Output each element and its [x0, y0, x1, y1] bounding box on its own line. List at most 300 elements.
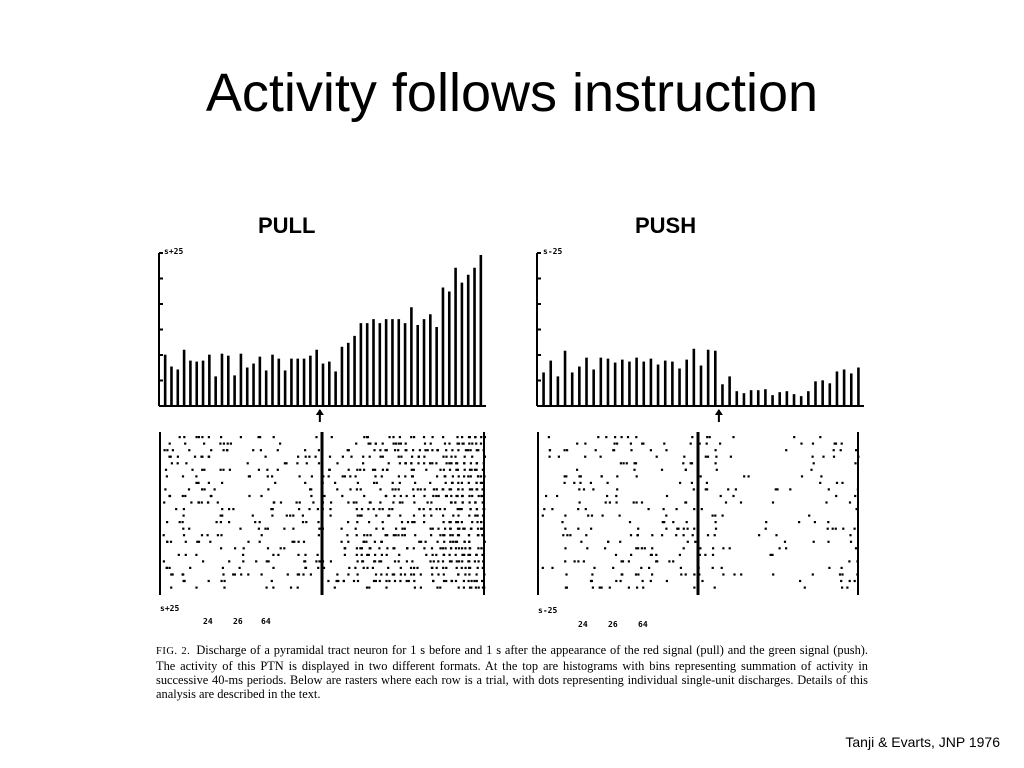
pull-spike-dot: [359, 515, 361, 517]
pull-spike-dot: [179, 436, 181, 438]
pull-spike-dot: [318, 449, 320, 451]
push-spike-dot: [827, 541, 829, 543]
push-spike-dot: [733, 573, 735, 575]
pull-spike-dot: [381, 475, 383, 477]
pull-spike-dot: [195, 482, 197, 484]
push-spike-dot: [615, 495, 617, 497]
push-spike-dot: [628, 560, 630, 562]
pull-spike-dot: [177, 456, 179, 458]
push-spike-dot: [584, 456, 586, 458]
pull-spike-dot: [451, 482, 453, 484]
pull-spike-dot: [336, 580, 338, 582]
push-spike-dot: [827, 528, 829, 530]
pull-spike-dot: [258, 528, 260, 530]
pull-spike-dot: [318, 462, 320, 464]
pull-spike-dot: [201, 436, 203, 438]
pull-histogram: [159, 253, 486, 422]
push-spike-dot: [626, 462, 628, 464]
push-spike-dot: [789, 488, 791, 490]
pull-spike-dot: [455, 547, 457, 549]
pull-spike-dot: [308, 508, 310, 510]
pull-spike-dot: [183, 580, 185, 582]
pull-spike-dot: [168, 495, 170, 497]
pull-spike-dot: [254, 521, 256, 523]
pull-spike-dot: [188, 449, 190, 451]
pull-spike-dot: [437, 541, 439, 543]
pull-spike-dot: [336, 462, 338, 464]
pull-spike-dot: [348, 567, 350, 569]
pull-spike-dot: [228, 521, 230, 523]
pull-spike-dot: [450, 528, 452, 530]
pull-spike-dot: [410, 573, 412, 575]
pull-spike-dot: [388, 462, 390, 464]
pull-spike-dot: [413, 580, 415, 582]
pull-spike-dot: [461, 547, 463, 549]
push-spike-dot: [619, 541, 621, 543]
pull-spike-dot: [267, 488, 269, 490]
pull-spike-dot: [484, 541, 486, 543]
pull-spike-dot: [439, 587, 441, 589]
pull-spike-dot: [327, 580, 329, 582]
pull-spike-dot: [480, 521, 482, 523]
pull-spike-dot: [363, 541, 365, 543]
pull-spike-dot: [429, 482, 431, 484]
pull-spike-dot: [476, 449, 478, 451]
pull-spike-dot: [461, 560, 463, 562]
pull-spike-dot: [457, 449, 459, 451]
pull-spike-dot: [379, 449, 381, 451]
pull-spike-dot: [258, 436, 260, 438]
pull-spike-dot: [261, 573, 263, 575]
pull-spike-dot: [220, 515, 222, 517]
pull-spike-dot: [459, 508, 461, 510]
push-spike-dot: [758, 534, 760, 536]
pull-spike-dot: [382, 508, 384, 510]
pull-spike-dot: [408, 580, 410, 582]
pull-spike-dot: [220, 469, 222, 471]
push-spike-dot: [577, 560, 579, 562]
pull-spike-dot: [444, 443, 446, 445]
pull-spike-dot: [347, 501, 349, 503]
pull-spike-dot: [482, 469, 484, 471]
pull-spike-dot: [239, 528, 241, 530]
pull-spike-dot: [297, 456, 299, 458]
push-spike-dot: [832, 528, 834, 530]
push-spike-dot: [564, 528, 566, 530]
pull-spike-dot: [427, 449, 429, 451]
push-spike-dot: [693, 488, 695, 490]
pull-spike-dot: [448, 462, 450, 464]
pull-spike-dot: [449, 469, 451, 471]
push-spike-dot: [748, 475, 750, 477]
push-spike-dot: [730, 456, 732, 458]
pull-spike-dot: [356, 534, 358, 536]
push-spike-dot: [549, 456, 551, 458]
pull-spike-dot: [232, 508, 234, 510]
pull-spike-dot: [267, 528, 269, 530]
pull-spike-dot: [451, 580, 453, 582]
pull-spike-dot: [354, 567, 356, 569]
pull-spike-dot: [475, 443, 477, 445]
pull-spike-dot: [397, 449, 399, 451]
pull-spike-dot: [433, 488, 435, 490]
pull-spike-dot: [420, 573, 422, 575]
pull-spike-dot: [191, 469, 193, 471]
pull-spike-dot: [465, 449, 467, 451]
pull-spike-dot: [458, 560, 460, 562]
push-spike-dot: [665, 449, 667, 451]
push-spike-dot: [699, 547, 701, 549]
pull-spike-dot: [228, 508, 230, 510]
pull-spike-dot: [163, 501, 165, 503]
pull-spike-dot: [462, 501, 464, 503]
pull-spike-dot: [334, 482, 336, 484]
push-spike-dot: [629, 521, 631, 523]
pull-spike-dot: [355, 443, 357, 445]
push-spike-dot: [556, 495, 558, 497]
pull-scale-label: s+25: [164, 247, 184, 256]
push-spike-dot: [712, 567, 714, 569]
push-spike-dot: [820, 475, 822, 477]
pull-spike-dot: [323, 567, 325, 569]
push-spike-dot: [604, 547, 606, 549]
pull-spike-dot: [448, 443, 450, 445]
pull-spike-dot: [439, 547, 441, 549]
pull-spike-dot: [398, 456, 400, 458]
pull-spike-dot: [184, 495, 186, 497]
push-spike-dot: [606, 495, 608, 497]
push-spike-dot: [642, 580, 644, 582]
push-spike-dot: [665, 515, 667, 517]
pull-spike-dot: [443, 573, 445, 575]
pull-spike-dot: [418, 456, 420, 458]
push-spike-dot: [856, 573, 858, 575]
push-spike-dot: [679, 482, 681, 484]
push-spike-dot: [846, 587, 848, 589]
pull-spike-dot: [299, 501, 301, 503]
push-spike-dot: [683, 456, 685, 458]
push-spike-dot: [825, 501, 827, 503]
pull-spike-dot: [471, 456, 473, 458]
push-spike-dot: [686, 521, 688, 523]
push-spike-dot: [685, 573, 687, 575]
pull-spike-dot: [363, 534, 365, 536]
push-spike-dot: [725, 501, 727, 503]
push-time-mark-3: 64: [638, 620, 648, 629]
pull-spike-dot: [404, 573, 406, 575]
pull-spike-dot: [410, 567, 412, 569]
pull-spike-dot: [449, 554, 451, 556]
pull-spike-dot: [362, 462, 364, 464]
push-spike-dot: [784, 541, 786, 543]
pull-spike-dot: [372, 469, 374, 471]
pull-spike-dot: [310, 495, 312, 497]
pull-spike-dot: [461, 567, 463, 569]
pull-spike-dot: [305, 521, 307, 523]
pull-spike-dot: [261, 534, 263, 536]
citation: Tanji & Evarts, JNP 1976: [845, 734, 1000, 750]
pull-spike-dot: [210, 449, 212, 451]
pull-spike-dot: [221, 580, 223, 582]
pull-spike-dot: [438, 495, 440, 497]
push-spike-dot: [771, 554, 773, 556]
push-spike-dot: [808, 515, 810, 517]
pull-spike-dot: [280, 501, 282, 503]
pull-spike-dot: [398, 554, 400, 556]
pull-spike-dot: [431, 547, 433, 549]
pull-spike-dot: [365, 541, 367, 543]
pull-spike-dot: [433, 560, 435, 562]
pull-spike-dot: [470, 528, 472, 530]
pull-spike-dot: [279, 443, 281, 445]
push-spike-dot: [614, 443, 616, 445]
push-spike-dot: [854, 495, 856, 497]
pull-spike-dot: [398, 475, 400, 477]
pull-spike-dot: [443, 469, 445, 471]
pull-spike-dot: [467, 560, 469, 562]
push-spike-dot: [800, 443, 802, 445]
pull-spike-dot: [458, 547, 460, 549]
pull-spike-dot: [369, 501, 371, 503]
push-spike-dot: [666, 580, 668, 582]
push-spike-dot: [765, 521, 767, 523]
pull-spike-dot: [201, 534, 203, 536]
push-spike-dot: [583, 488, 585, 490]
pull-spike-dot: [342, 475, 344, 477]
pull-spike-dot: [468, 534, 470, 536]
pull-spike-dot: [322, 528, 324, 530]
pull-spike-dot: [385, 495, 387, 497]
push-spike-dot: [685, 469, 687, 471]
push-spike-dot: [770, 554, 772, 556]
pull-spike-dot: [474, 469, 476, 471]
pull-spike-dot: [353, 501, 355, 503]
push-spike-dot: [849, 580, 851, 582]
pull-spike-dot: [483, 554, 485, 556]
push-spike-dot: [599, 587, 601, 589]
push-spike-dot: [616, 443, 618, 445]
pull-spike-dot: [188, 488, 190, 490]
pull-spike-dot: [457, 482, 459, 484]
push-spike-dot: [691, 436, 693, 438]
pull-spike-dot: [470, 449, 472, 451]
push-spike-dot: [564, 515, 566, 517]
pull-spike-dot: [382, 456, 384, 458]
pull-spike-dot: [217, 534, 219, 536]
push-spike-dot: [592, 488, 594, 490]
push-spike-dot: [651, 547, 653, 549]
push-spike-dot: [595, 449, 597, 451]
push-spike-dot: [586, 547, 588, 549]
push-spike-dot: [597, 436, 599, 438]
push-spike-dot: [640, 567, 642, 569]
pull-spike-dot: [476, 482, 478, 484]
pull-spike-dot: [430, 534, 432, 536]
pull-spike-dot: [430, 443, 432, 445]
push-spike-dot: [727, 488, 729, 490]
pull-spike-dot: [264, 528, 266, 530]
push-spike-dot: [732, 436, 734, 438]
push-spike-dot: [668, 560, 670, 562]
pull-spike-dot: [432, 580, 434, 582]
push-spike-dot: [812, 573, 814, 575]
pull-spike-dot: [221, 482, 223, 484]
pull-spike-dot: [304, 560, 306, 562]
pull-spike-dot: [207, 534, 209, 536]
push-spike-dot: [584, 443, 586, 445]
pull-spike-dot: [425, 469, 427, 471]
push-spike-dot: [592, 587, 594, 589]
push-spike-dot: [715, 449, 717, 451]
pull-spike-dot: [336, 488, 338, 490]
pull-spike-dot: [229, 469, 231, 471]
pull-spike-dot: [355, 501, 357, 503]
pull-spike-dot: [224, 580, 226, 582]
pull-spike-dot: [452, 515, 454, 517]
pull-spike-dot: [468, 443, 470, 445]
pull-spike-dot: [266, 560, 268, 562]
pull-spike-dot: [330, 501, 332, 503]
pull-spike-dot: [430, 501, 432, 503]
pull-spike-dot: [208, 456, 210, 458]
pull-spike-dot: [457, 488, 459, 490]
pull-spike-dot: [183, 508, 185, 510]
pull-spike-dot: [247, 462, 249, 464]
pull-spike-dot: [374, 541, 376, 543]
pull-spike-dot: [287, 573, 289, 575]
pull-spike-dot: [387, 567, 389, 569]
pull-spike-dot: [347, 573, 349, 575]
pull-spike-dot: [360, 488, 362, 490]
pull-spike-dot: [458, 587, 460, 589]
pull-spike-dot: [456, 560, 458, 562]
push-spike-dot: [601, 475, 603, 477]
caption-label: FIG. 2.: [156, 646, 191, 657]
push-spike-dot: [715, 521, 717, 523]
pull-spike-dot: [431, 567, 433, 569]
pull-spike-dot: [469, 508, 471, 510]
pull-spike-dot: [477, 534, 479, 536]
pull-spike-dot: [382, 469, 384, 471]
pull-spike-dot: [317, 567, 319, 569]
push-spike-dot: [712, 554, 714, 556]
pull-spike-dot: [400, 456, 402, 458]
push-histogram: [537, 253, 864, 422]
pull-spike-dot: [329, 508, 331, 510]
pull-spike-dot: [175, 508, 177, 510]
push-spike-dot: [779, 547, 781, 549]
pull-spike-dot: [386, 547, 388, 549]
pull-spike-dot: [398, 488, 400, 490]
pull-spike-dot: [480, 443, 482, 445]
pull-spike-dot: [240, 436, 242, 438]
pull-spike-dot: [221, 508, 223, 510]
pull-spike-dot: [379, 488, 381, 490]
pull-spike-dot: [476, 488, 478, 490]
pull-spike-dot: [439, 469, 441, 471]
push-spike-dot: [619, 515, 621, 517]
push-spike-dot: [841, 482, 843, 484]
pull-spike-dot: [443, 554, 445, 556]
pull-spike-dot: [392, 501, 394, 503]
pull-spike-dot: [293, 541, 295, 543]
pull-spike-dot: [183, 436, 185, 438]
push-spike-dot: [691, 462, 693, 464]
push-panel-title: PUSH: [635, 213, 697, 238]
pull-spike-dot: [166, 521, 168, 523]
pull-spike-dot: [411, 560, 413, 562]
pull-spike-dot: [410, 436, 412, 438]
push-spike-dot: [722, 547, 724, 549]
push-spike-dot: [855, 449, 857, 451]
pull-spike-dot: [461, 554, 463, 556]
push-spike-dot: [609, 587, 611, 589]
push-spike-dot: [813, 541, 815, 543]
push-spike-dot: [704, 554, 706, 556]
push-spike-dot: [693, 573, 695, 575]
pull-spike-dot: [450, 521, 452, 523]
push-spike-dot: [562, 534, 564, 536]
push-spike-dot: [819, 482, 821, 484]
pull-spike-dot: [398, 443, 400, 445]
pull-spike-dot: [379, 580, 381, 582]
pull-spike-dot: [474, 515, 476, 517]
pull-spike-dot: [443, 521, 445, 523]
pull-spike-dot: [439, 508, 441, 510]
push-spike-dot: [712, 515, 714, 517]
pull-spike-dot: [280, 547, 282, 549]
pull-spike-dot: [214, 488, 216, 490]
push-spike-dot: [542, 567, 544, 569]
push-time-mark-1: 24: [578, 620, 588, 629]
pull-spike-dot: [423, 462, 425, 464]
pull-spike-dot: [463, 580, 465, 582]
pull-spike-dot: [170, 541, 172, 543]
push-spike-dot: [836, 482, 838, 484]
push-spike-dot: [706, 436, 708, 438]
pull-spike-dot: [318, 528, 320, 530]
push-spike-dot: [732, 495, 734, 497]
pull-spike-dot: [464, 456, 466, 458]
push-spike-dot: [682, 462, 684, 464]
pull-spike-dot: [394, 488, 396, 490]
push-spike-dot: [548, 436, 550, 438]
pull-spike-dot: [260, 449, 262, 451]
push-spike-dot: [712, 547, 714, 549]
push-spike-dot: [591, 580, 593, 582]
pull-spike-dot: [449, 534, 451, 536]
pull-time-tag: s+25: [160, 604, 180, 613]
pull-spike-dot: [437, 560, 439, 562]
push-spike-dot: [706, 482, 708, 484]
pull-spike-dot: [452, 534, 454, 536]
push-spike-dot: [630, 554, 632, 556]
pull-spike-dot: [474, 560, 476, 562]
pull-spike-dot: [470, 587, 472, 589]
pull-spike-dot: [165, 469, 167, 471]
pull-spike-dot: [277, 469, 279, 471]
pull-spike-dot: [318, 534, 320, 536]
push-spike-dot: [580, 475, 582, 477]
pull-spike-dot: [328, 469, 330, 471]
pull-spike-dot: [296, 462, 298, 464]
push-spike-dot: [714, 534, 716, 536]
push-spike-dot: [636, 534, 638, 536]
push-spike-dot: [813, 462, 815, 464]
pull-spike-dot: [423, 515, 425, 517]
pull-raster: [160, 432, 486, 595]
pull-spike-dot: [410, 462, 412, 464]
